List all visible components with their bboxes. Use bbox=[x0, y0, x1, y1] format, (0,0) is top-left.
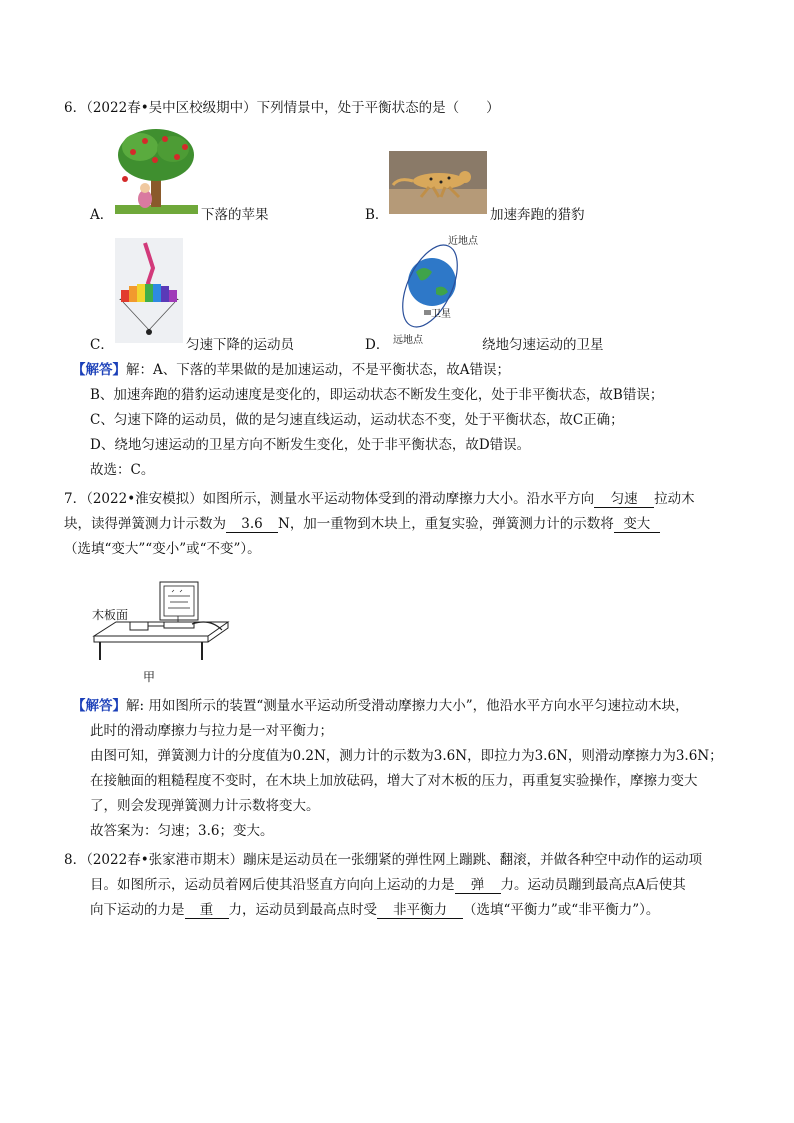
apple-tree-image bbox=[115, 127, 198, 214]
q8-line-3: 向下运动的力是 重 力，运动员到最高点时受 非平衡力 （选填“平衡力”或“非平衡力”）。 bbox=[90, 902, 660, 918]
orbit-far-point-label: 远地点 bbox=[393, 335, 423, 346]
q6-option-c-letter: C． bbox=[90, 337, 114, 353]
satellite-orbit-image bbox=[386, 232, 482, 344]
q6-stem: 6．（2022春•吴中区校级期中）下列情景中，处于平衡状态的是（ ） bbox=[64, 100, 500, 116]
q8-line-2: 目。如图所示，运动员着网后使其沿竖直方向向上运动的力是 弹 力。运动员蹦到最高点A后使其 bbox=[90, 877, 686, 893]
q7-answer-line-2: 此时的滑动摩擦力与拉力是一对平衡力； bbox=[90, 723, 333, 739]
q7-answer-line-6: 故答案为：匀速；3.6；变大。 bbox=[90, 823, 274, 839]
q7-blank-1: 匀速 bbox=[594, 491, 654, 508]
q7-answer-line-4: 在接触面的粗糙程度不变时，在木块上加放砝码，增大了对木板的压力，再重复实验操作，摩擦力变大 bbox=[90, 773, 698, 789]
friction-experiment-figure bbox=[92, 580, 232, 670]
orbit-satellite-label: 卫星 bbox=[431, 309, 451, 320]
q7-answer-line-3: 由图可知，弹簧测力计的分度值为0.2N，测力计的示数为3.6N，即拉力为3.6N，则滑动摩擦力为3.6N； bbox=[90, 748, 723, 764]
q7-blank-2: 3.6 bbox=[226, 516, 278, 533]
q6-option-b-letter: B． bbox=[365, 207, 389, 223]
answer-tag: 【解答】 bbox=[72, 362, 126, 378]
q8-line-1: 8．（2022春•张家港市期末）蹦床是运动员在一张绷紧的弹性网上蹦跳、翻滚，并做各种空中动作的运动项 bbox=[64, 852, 703, 868]
q7-line-2: 块，读得弹簧测力计示数为 3.6 N，加一重物到木块上，重复实验，弹簧测力计的示数将 变大 bbox=[64, 515, 660, 533]
q7-blank-3: 变大 bbox=[614, 516, 660, 533]
q6-answer-line-1: 【解答】解：A、下落的苹果做的是加速运动，不是平衡状态，故A错误； bbox=[72, 362, 510, 378]
q6-answer-line-4: D、绕地匀速运动的卫星方向不断发生变化，处于非平衡状态，故D错误。 bbox=[90, 437, 531, 453]
q8-blank-3: 非平衡力 bbox=[377, 902, 463, 919]
orbit-near-point-label: 近地点 bbox=[448, 236, 478, 247]
q6-answer-line-3: C、匀速下降的运动员，做的是匀速直线运动，运动状态不变，处于平衡状态，故C正确； bbox=[90, 412, 624, 428]
q6-option-a-letter: A． bbox=[90, 207, 114, 223]
parachute-image bbox=[115, 238, 183, 343]
answer-tag: 【解答】 bbox=[72, 698, 126, 714]
q6-answer-line-5: 故选：C。 bbox=[90, 462, 155, 478]
q8-blank-2: 重 bbox=[185, 902, 229, 919]
q6-option-b-text: 加速奔跑的猎豹 bbox=[490, 207, 585, 223]
figure-caption: 甲 bbox=[143, 670, 156, 684]
q7-answer-line-5: 了，则会发现弹簧测力计示数将变大。 bbox=[90, 798, 320, 814]
q7-line-3: （选填“变大”“变小”或“不变”）。 bbox=[64, 541, 261, 557]
q6-option-a-text: 下落的苹果 bbox=[201, 207, 269, 223]
q6-option-d-text: 绕地匀速运动的卫星 bbox=[482, 337, 604, 353]
board-surface-label: 木板面 bbox=[92, 608, 129, 622]
q6-option-d-letter: D． bbox=[365, 337, 390, 353]
q7-line-1: 7．（2022•淮安模拟）如图所示，测量水平运动物体受到的滑动摩擦力大小。沿水平方向 匀速 拉动木 bbox=[64, 491, 695, 507]
q7-answer-line-1: 【解答】解: 用如图所示的装置“测量水平运动所受滑动摩擦力大小”，他沿水平方向水平匀速拉动木块， bbox=[72, 698, 689, 714]
q6-option-c-text: 匀速下降的运动员 bbox=[186, 337, 294, 353]
q8-blank-1: 弹 bbox=[455, 877, 501, 894]
q6-answer-line-2: B、加速奔跑的猎豹运动速度是变化的，即运动状态不断发生变化，处于非平衡状态，故B错误； bbox=[90, 387, 664, 403]
cheetah-image bbox=[389, 151, 487, 214]
